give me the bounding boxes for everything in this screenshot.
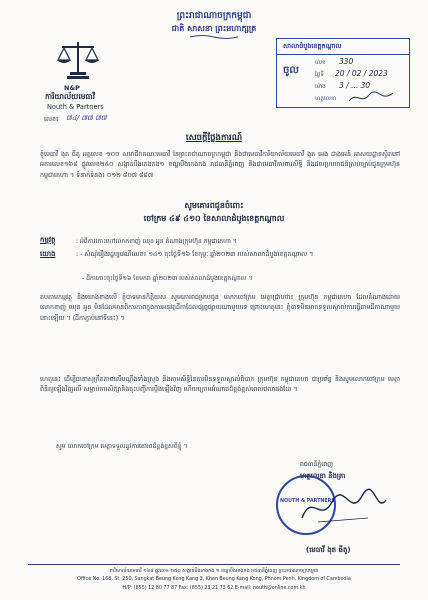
stamp-title: សាលាដំបូងខេត្តកណ្ដាល — [283, 42, 342, 50]
stamp-number-label: លេខ — [315, 60, 326, 66]
stamp-date-label: ថ្ងៃទី — [315, 72, 324, 78]
stamp-time: 3 / ... 30 — [339, 81, 371, 90]
firm-name-kh: ការិយាល័យមេធាវី — [45, 92, 95, 101]
document-title: សេចក្ដីថ្លែងការណ៍ — [185, 133, 243, 143]
stamp-time-label: ម៉ោង — [315, 84, 326, 90]
footer-address-en: Office No. 168, St. 250, Sangkat Beung Keng Kang 3, Khan Beung Keng Kong, Phnom Penh, Kingdom of Cambodia — [77, 577, 351, 582]
kingdom-title: ព្រះរាជាណាចក្រកម្ពុជា — [176, 11, 252, 21]
logo-monogram: N&P — [64, 84, 80, 92]
stamp-number: 330 — [339, 57, 354, 66]
ref-label: លេខ៖ — [44, 116, 59, 123]
stamp-signature-icon — [347, 91, 397, 105]
intro-paragraph: ខ្ញុំមេធាវី ងុត ធីតូ អត្តលេខ ១០០ សមាជិកគណៈមេធាវី នៃព្រះរាជាណាចក្រកម្ពុជា និងជាមេធាវីការិយាល័យមេធាវី ងុត អេង ដាងអេន៍ អាសយដ្ឋានស្ថិតនៅអគារលេខ១៦៨ ផ្លូវលេខ២៥០ សង្កាត់បឹងកេងកង១ ខណ្ឌបឹងកេងកង រាជធានីភ្នំពេញ និងជាមេធាវីការពារសិទ្ធិ និងផលប្រយោជន៍ស្របច្បាប់ជូនក្រុមហ៊ុន កម្ពុជាគេហា ។ ទំនាក់ទំនង៖ ០១២ ៨០៧ ៨៨៧ — [40, 151, 400, 179]
reference-text-1: : - សំណុំរឿងរដ្ឋប្បវេណីលេខ៖ ១៤១ ចុះថ្ងៃទី១៦ ខែកុម្ភៈ ឆ្នាំ២០២៣ របស់សាលាដំបូងខេត្តកណ្ដាល ។ — [76, 251, 314, 258]
firm-name-en: Nouth & Partners — [47, 103, 104, 111]
reference-text-2: - ដីកាកោះចុះថ្ងៃទី១៦ ខែមករា ឆ្នាំ២០២៣ របស់សាលាដំបូងខេត្តកណ្ដាល ។ — [82, 275, 253, 282]
footer-divider — [28, 564, 400, 565]
footer-address-kh: ការិយាល័យមេធាវី ១៦៨ ផ្លូវលេខ ២៥០ សង្កាត់បឹងកេងកង ១ ខណ្ឌបឹងកេងកង រាជធានីភ្នំពេញ ព្រះរាជាណាចក្រកម្ពុជា — [109, 569, 319, 574]
scales-logo-icon — [54, 36, 102, 84]
kingdom-motto: ជាតិ សាសនា ព្រះមហាក្សត្រ — [171, 24, 257, 33]
recipient: ចៅក្រម ៤៩ ៤១០ នៃសាលាដំបូងខេត្តកណ្ដាល — [143, 214, 285, 223]
subject-label: កម្មវត្ថុ — [40, 236, 56, 244]
reference-label: យោង — [40, 250, 56, 258]
paragraph-1: តបតាមកម្មវត្ថុ និងយោងខាងលើ ខ្ញុំបាទមានកិត្តិយស សូមគោរពជម្រាបជូន លោកចៅក្រម មេត្តាជ្រាបថា៖ ក្រុមហ៊ុន កម្ពុជាគេហា ដែលតំណាងដោយ លោកខាញ់ ឈុន អូន មិនដែលមានពិការភាពក្នុងការអនុវត្តដីកាដែលផ្សព្វផ្សាយណាមួយទេ ព្រោះហេតុនេះ ខ្ញុំបាទមិនអាចទទួលស្គាល់ការធ្វើតាមដីកាណាមួយនោះឡើយ ។ (ដីកាភ្ជាប់នៅទីនេះ) ។ — [40, 294, 400, 322]
signatory-name: (មេធាវី ងុត ធីតូ) — [306, 546, 351, 554]
subject-text: : អំពីការកោះហៅលោកខាញ់ ឈុន អូន តំណាងក្រុមហ៊ុន កម្ពុជាគេហា ។ — [76, 238, 237, 245]
handwritten-signature-icon — [298, 488, 388, 528]
paragraph-2: ហេតុនេះ ដើម្បីធានាសុក្រឹតភាពលើបណ្ដឹងទាំងស្រុង និងតាមសិទ្ធិនៃការមិនទទួលស្គាល់ពិបាក ក្រុមហ៊ុន កម្ពុជាគេហា ជាប្រព័ន្ធ និងសូមលោកចៅក្រម មេត្តាពិនិត្យឡើងវិញលើ សម្លាប់ការសិក្សានិងចុះបញ្ជីការប្ដឹងឡើងវិញ ហើយក្រោមអំណាចដ៏ខ្ពង់ខ្ពស់ពេលវេលាផងដែរ ។ — [40, 376, 400, 394]
closing-line: សូម លោកចៅក្រម មេត្តាទទួលនូវការគោរពដ៏ខ្ពង់ខ្ពស់ពីខ្ញុំ ។ — [56, 443, 188, 450]
footer-contact: H/P: (855) 12 80 77 87 Fax: (855) 23 21 73 62 E-mail: nouth@online.com.kh — [122, 586, 306, 591]
ref-number: ៧៤/ ៧៧ ៧៧ — [66, 114, 107, 122]
salutation: សូមគោរពជូនចំពោះ — [184, 201, 244, 210]
sign-role: ហត្ថលេខា និងត្រា — [300, 472, 346, 480]
court-receipt-stamp — [276, 38, 410, 108]
sign-place: រាជធានីភ្នំពេញ — [300, 461, 333, 468]
stamp-sign-label: ហត្ថលេខា — [315, 96, 337, 102]
stamp-label: ចូល — [283, 65, 299, 76]
seal-text: NOUTH & PARTNERS — [280, 499, 335, 504]
stamp-date: 20 / 02 / 2023 — [335, 69, 388, 78]
ornament-divider — [190, 34, 238, 40]
